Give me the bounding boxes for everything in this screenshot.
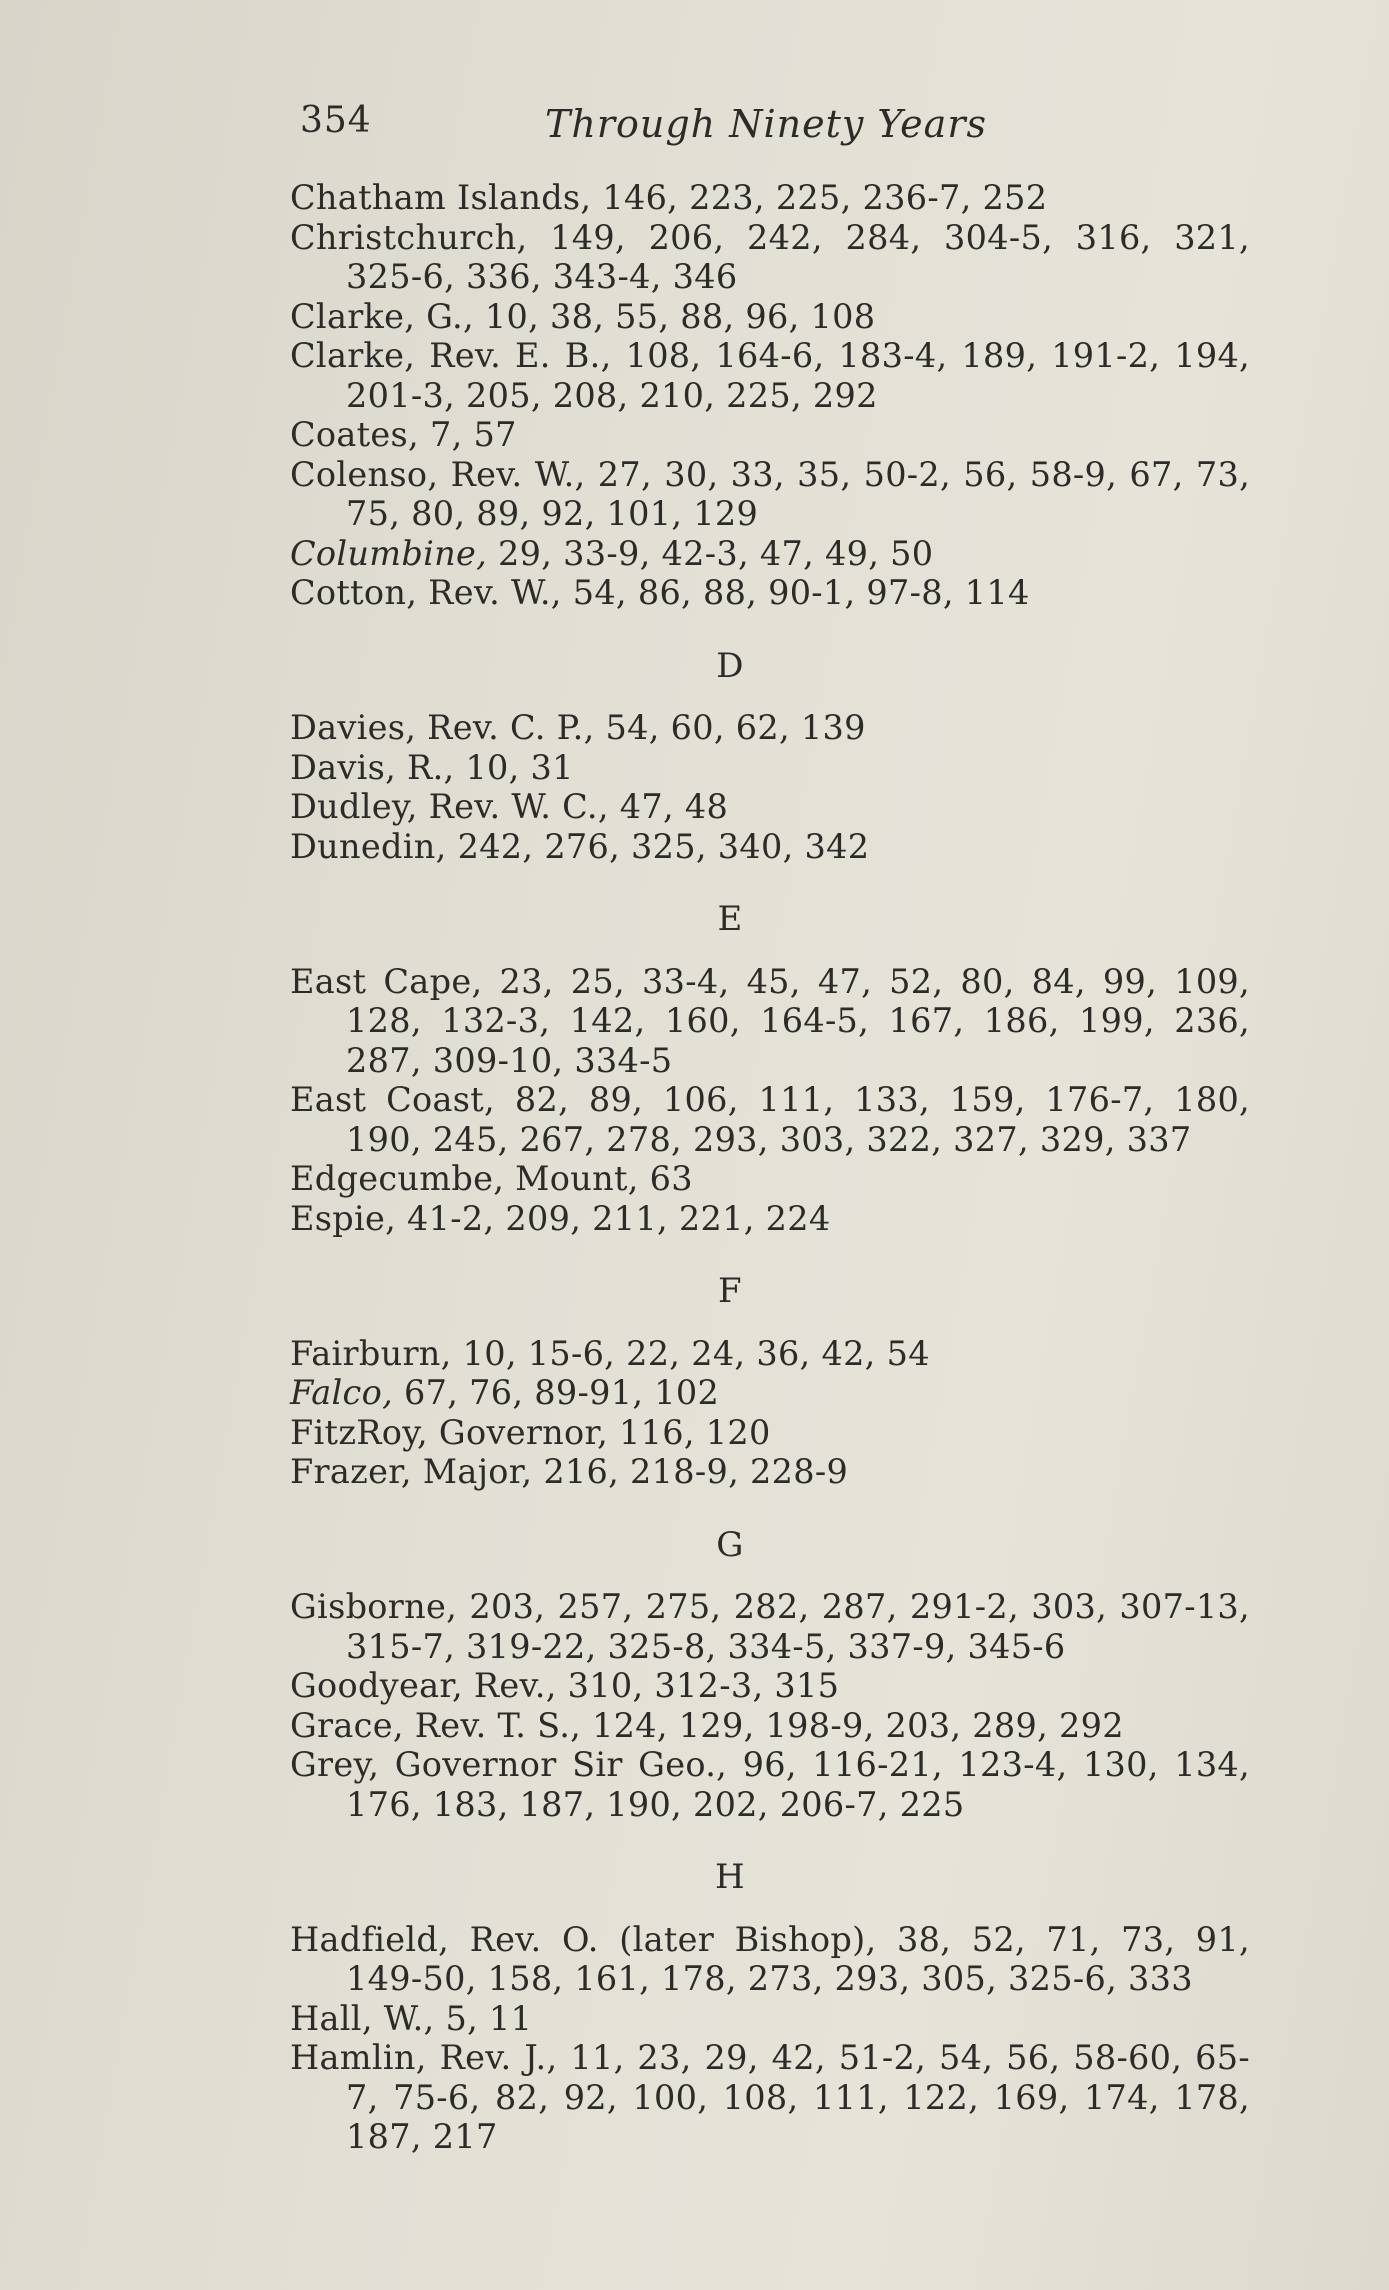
entry-refs: 82, 89, 106, 111, 133, 159, 176-7, 180, 190, 245, 267, 278, 293, 303, 322, 327, 329, 337 xyxy=(346,1080,1251,1159)
index-entry xyxy=(290,534,1250,574)
entry-refs: 54, 86, 88, 90-1, 97-8, 114 xyxy=(572,573,1030,612)
index-entry xyxy=(290,962,1250,1081)
index-entry xyxy=(290,1745,1250,1824)
index-entry xyxy=(290,573,1250,613)
index-entry xyxy=(290,1666,1250,1706)
entry-refs: 29, 33-9, 42-3, 47, 49, 50 xyxy=(498,533,934,573)
index-section-c xyxy=(290,178,1250,613)
entry-refs: 54, 60, 62, 139 xyxy=(605,708,866,747)
index-entry xyxy=(290,218,1250,297)
index-entry xyxy=(290,827,1250,867)
index-entry xyxy=(290,1159,1250,1199)
section-letter: D xyxy=(716,645,744,686)
entry-refs: 47, 48 xyxy=(619,787,729,826)
index-list xyxy=(290,178,1250,2157)
index-entry xyxy=(290,1080,1250,1159)
entry-refs: 41-2, 209, 211, 221, 224 xyxy=(407,1198,831,1238)
page-number: 354 xyxy=(300,100,372,141)
entry-refs: 63 xyxy=(649,1159,693,1198)
entry-refs: 67, 76, 89-91, 102 xyxy=(404,1373,720,1412)
index-entry xyxy=(290,1920,1250,1999)
index-section-d xyxy=(290,647,1250,867)
entry-heading: Fairburn, xyxy=(290,1333,452,1373)
entry-heading: Davies, Rev. C. P., xyxy=(290,708,595,747)
index-entry xyxy=(290,1999,1250,2039)
entry-heading: FitzRoy, Governor, xyxy=(290,1412,609,1452)
section-letter: G xyxy=(716,1524,744,1565)
index-entry xyxy=(290,787,1250,827)
entry-refs: 7, 57 xyxy=(429,415,517,454)
entry-refs: 10, 15-6, 22, 24, 36, 42, 54 xyxy=(462,1333,930,1373)
index-entry xyxy=(290,1587,1250,1666)
entry-refs: 11, 23, 29, 42, 51-2, 54, 56, 58-60, 65-7, 75-6, 82, 92, 100, 108, 111, 122, 169, 174, 178, 187, 217 xyxy=(346,2038,1250,2156)
section-letter: F xyxy=(718,1271,742,1311)
index-entry xyxy=(290,1334,1250,1374)
entry-refs: 23, 25, 33-4, 45, 47, 52, 80, 84, 99, 109, 128, 132-3, 142, 160, 164-5, 167, 186, 199, 236, 287, 309-10, 334-5 xyxy=(346,961,1250,1080)
entry-heading: Clarke, G., xyxy=(290,296,474,336)
entry-refs: 27, 30, 33, 35, 50-2, 56, 58-9, 67, 73, 75, 80, 89, 92, 101, 129 xyxy=(346,454,1251,533)
entry-heading: Christchurch, xyxy=(290,217,528,257)
entry-refs: 116, 120 xyxy=(619,1412,771,1452)
entry-refs: 203, 257, 275, 282, 287, 291-2, 303, 307-13, 315-7, 319-22, 325-8, 334-5, 337-9, 345-6 xyxy=(346,1587,1250,1666)
index-section-g xyxy=(290,1526,1250,1825)
index-entry xyxy=(290,297,1250,337)
entry-heading-italic: Columbine, xyxy=(290,533,488,573)
index-section-f xyxy=(290,1272,1250,1492)
section-letter: H xyxy=(715,1857,745,1897)
entry-heading: Colenso, Rev. W., xyxy=(290,454,586,494)
index-entry xyxy=(290,708,1250,748)
index-entry xyxy=(290,2038,1250,2157)
index-entry xyxy=(290,415,1250,455)
entry-heading: East Coast, xyxy=(290,1080,495,1119)
entry-heading: Gisborne, xyxy=(290,1587,458,1626)
running-title: Through Ninety Years xyxy=(545,102,987,146)
entry-heading: Edgecumbe, Mount, xyxy=(290,1159,639,1198)
entry-heading: East Cape, xyxy=(290,961,483,1001)
entry-heading: Clarke, Rev. E. B., xyxy=(290,336,612,375)
index-entry xyxy=(290,1373,1250,1413)
entry-heading: Grey, Governor Sir Geo., xyxy=(290,1745,728,1784)
entry-heading-italic: Falco, xyxy=(290,1373,394,1412)
entry-refs: 10, 38, 55, 88, 96, 108 xyxy=(484,296,876,336)
entry-heading: Goodyear, Rev., xyxy=(290,1666,557,1705)
entry-refs: 146, 223, 225, 236-7, 252 xyxy=(602,178,1048,217)
entry-heading: Hall, W., xyxy=(290,1998,435,2038)
section-letter: E xyxy=(717,899,743,939)
index-entry xyxy=(290,1452,1250,1492)
entry-refs: 242, 276, 325, 340, 342 xyxy=(457,826,870,866)
entry-heading: Cotton, Rev. W., xyxy=(290,573,562,612)
entry-refs: 216, 218-9, 228-9 xyxy=(543,1452,849,1491)
index-entry xyxy=(290,1413,1250,1453)
entry-refs: 310, 312-3, 315 xyxy=(567,1666,840,1705)
index-entry xyxy=(290,1706,1250,1746)
entry-heading: Hamlin, Rev. J., xyxy=(290,2038,558,2077)
entry-heading: Dunedin, xyxy=(290,826,447,866)
entry-refs: 10, 31 xyxy=(465,747,574,787)
entry-heading: Grace, Rev. T. S., xyxy=(290,1705,582,1745)
index-entry xyxy=(290,1199,1250,1239)
entry-refs: 5, 11 xyxy=(445,1998,533,2038)
entry-heading: Chatham Islands, xyxy=(290,178,592,217)
entry-heading: Dudley, Rev. W. C., xyxy=(290,787,609,826)
index-section-h xyxy=(290,1858,1250,2157)
index-entry xyxy=(290,336,1250,415)
entry-refs: 108, 164-6, 183-4, 189, 191-2, 194, 201-3, 205, 208, 210, 225, 292 xyxy=(346,336,1251,415)
index-entry xyxy=(290,748,1250,788)
entry-heading: Coates, xyxy=(290,415,420,454)
page-header xyxy=(300,100,1060,160)
index-entry xyxy=(290,455,1250,534)
index-entry xyxy=(290,178,1250,218)
entry-heading: Davis, R., xyxy=(290,747,455,787)
entry-refs: 149, 206, 242, 284, 304-5, 316, 321, 325-6, 336, 343-4, 346 xyxy=(346,217,1250,296)
entry-heading: Hadfield, Rev. O. (later Bishop), xyxy=(290,1919,877,1959)
index-section-e xyxy=(290,900,1250,1238)
entry-heading: Espie, xyxy=(290,1198,397,1238)
entry-refs: 96, 116-21, 123-4, 130, 134, 176, 183, 187, 190, 202, 206-7, 225 xyxy=(346,1745,1250,1824)
entry-refs: 38, 52, 71, 73, 91, 149-50, 158, 161, 178, 273, 293, 305, 325-6, 333 xyxy=(346,1919,1250,1998)
entry-heading: Frazer, Major, xyxy=(290,1452,533,1491)
entry-refs: 124, 129, 198-9, 203, 289, 292 xyxy=(592,1705,1124,1745)
